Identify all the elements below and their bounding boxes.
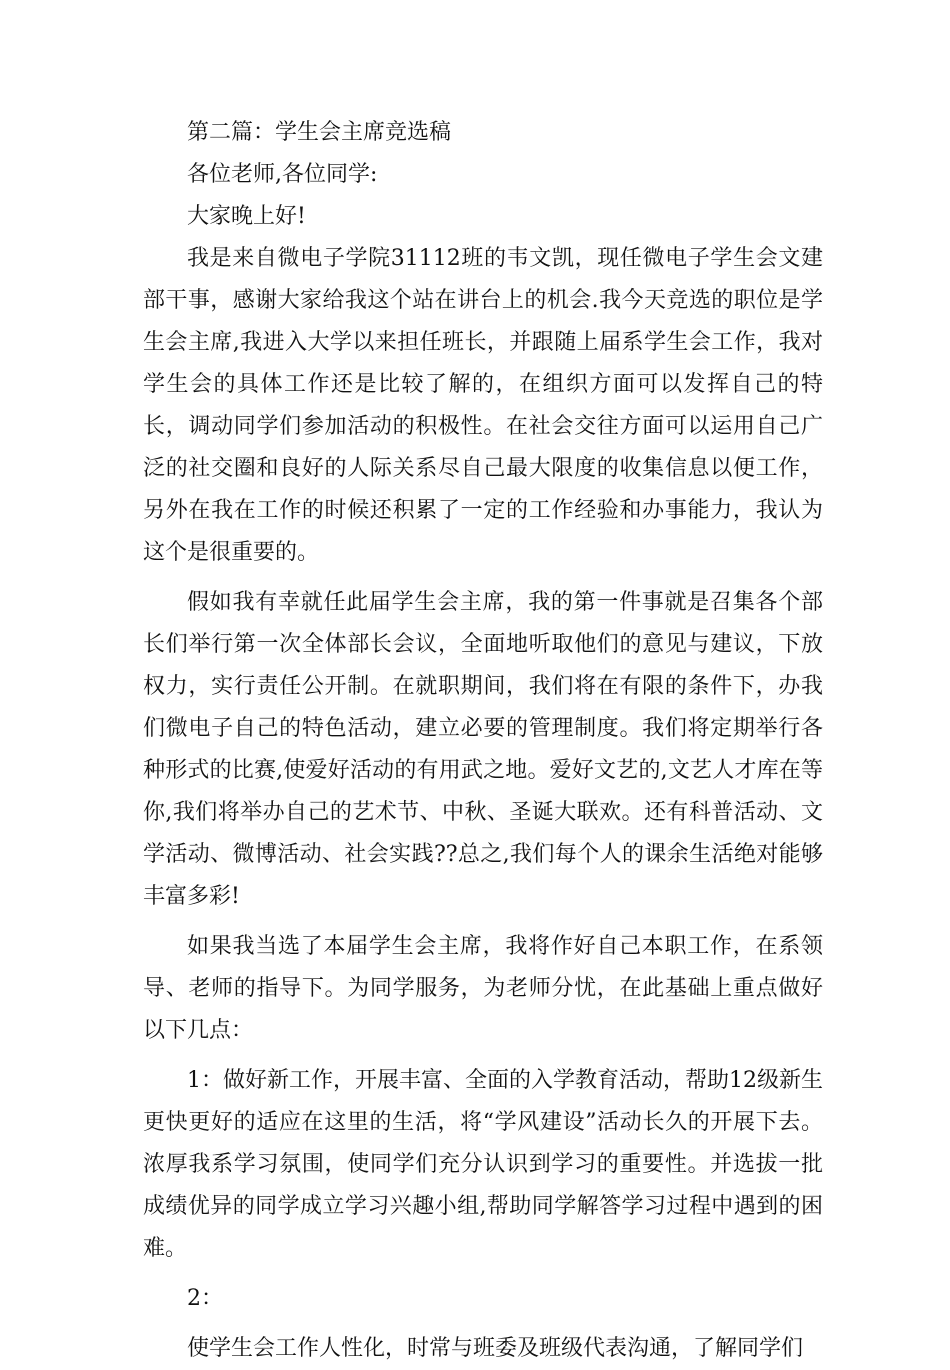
salutation: 各位老师,各位同学:: [187, 162, 378, 187]
paragraph-commitment: 如果我当选了本届学生会主席，我将作好自己本职工作，在系领导、老师的指导下。为同学服务，为老师分忧，在此基础上重点做好以下几点：: [143, 934, 823, 1043]
paragraph-point-2-label: 2：: [187, 1286, 223, 1311]
greeting: 大家晚上好!: [187, 204, 306, 229]
paragraph-point-1: 1：做好新工作，开展丰富、全面的入学教育活动，帮助12级新生更快更好的适应在这里的生活，将“学风建设”活动长久的开展下去。浓厚我系学习氛围，使同学们充分认识到学习的重要性。并选拔一批成绩优异的同学成立学习兴趣小组,帮助同学解答学习过程中遇到的困难。: [143, 1068, 823, 1261]
document-title: 第二篇：学生会主席竞选稿: [187, 120, 452, 145]
paragraph-plan: 假如我有幸就任此届学生会主席，我的第一件事就是召集各个部长们举行第一次全体部长会议，全面地听取他们的意见与建议，下放权力，实行责任公开制。在就职期间，我们将在有限的条件下，办我们微电子自己的特色活动，建立必要的管理制度。我们将定期举行各种形式的比赛,使爱好活动的有用武之地。爱好文艺的,文艺人才库在等你,我们将举办自己的艺术节、中秋、圣诞大联欢。还有科普活动、文学活动、微博活动、社会实践??总之,我们每个人的课余生活绝对能够丰富多彩!: [143, 590, 823, 909]
document-body: [143, 112, 823, 1370]
paragraph-point-2: 使学生会工作人性化，时常与班委及班级代表沟通，了解同学们: [187, 1336, 804, 1361]
paragraph-introduction: 我是来自微电子学院31112班的韦文凯，现任微电子学生会文建部干事，感谢大家给我这个站在讲台上的机会.我今天竞选的职位是学生会主席,我进入大学以来担任班长，并跟随上届系学生会工作，我对学生会的具体工作还是比较了解的，在组织方面可以发挥自己的特长，调动同学们参加活动的积极性。在社会交往方面可以运用自己广泛的社交圈和良好的人际关系尽自己最大限度的收集信息以便工作，另外在我在工作的时候还积累了一定的工作经验和办事能力，我认为这个是很重要的。: [143, 246, 823, 565]
